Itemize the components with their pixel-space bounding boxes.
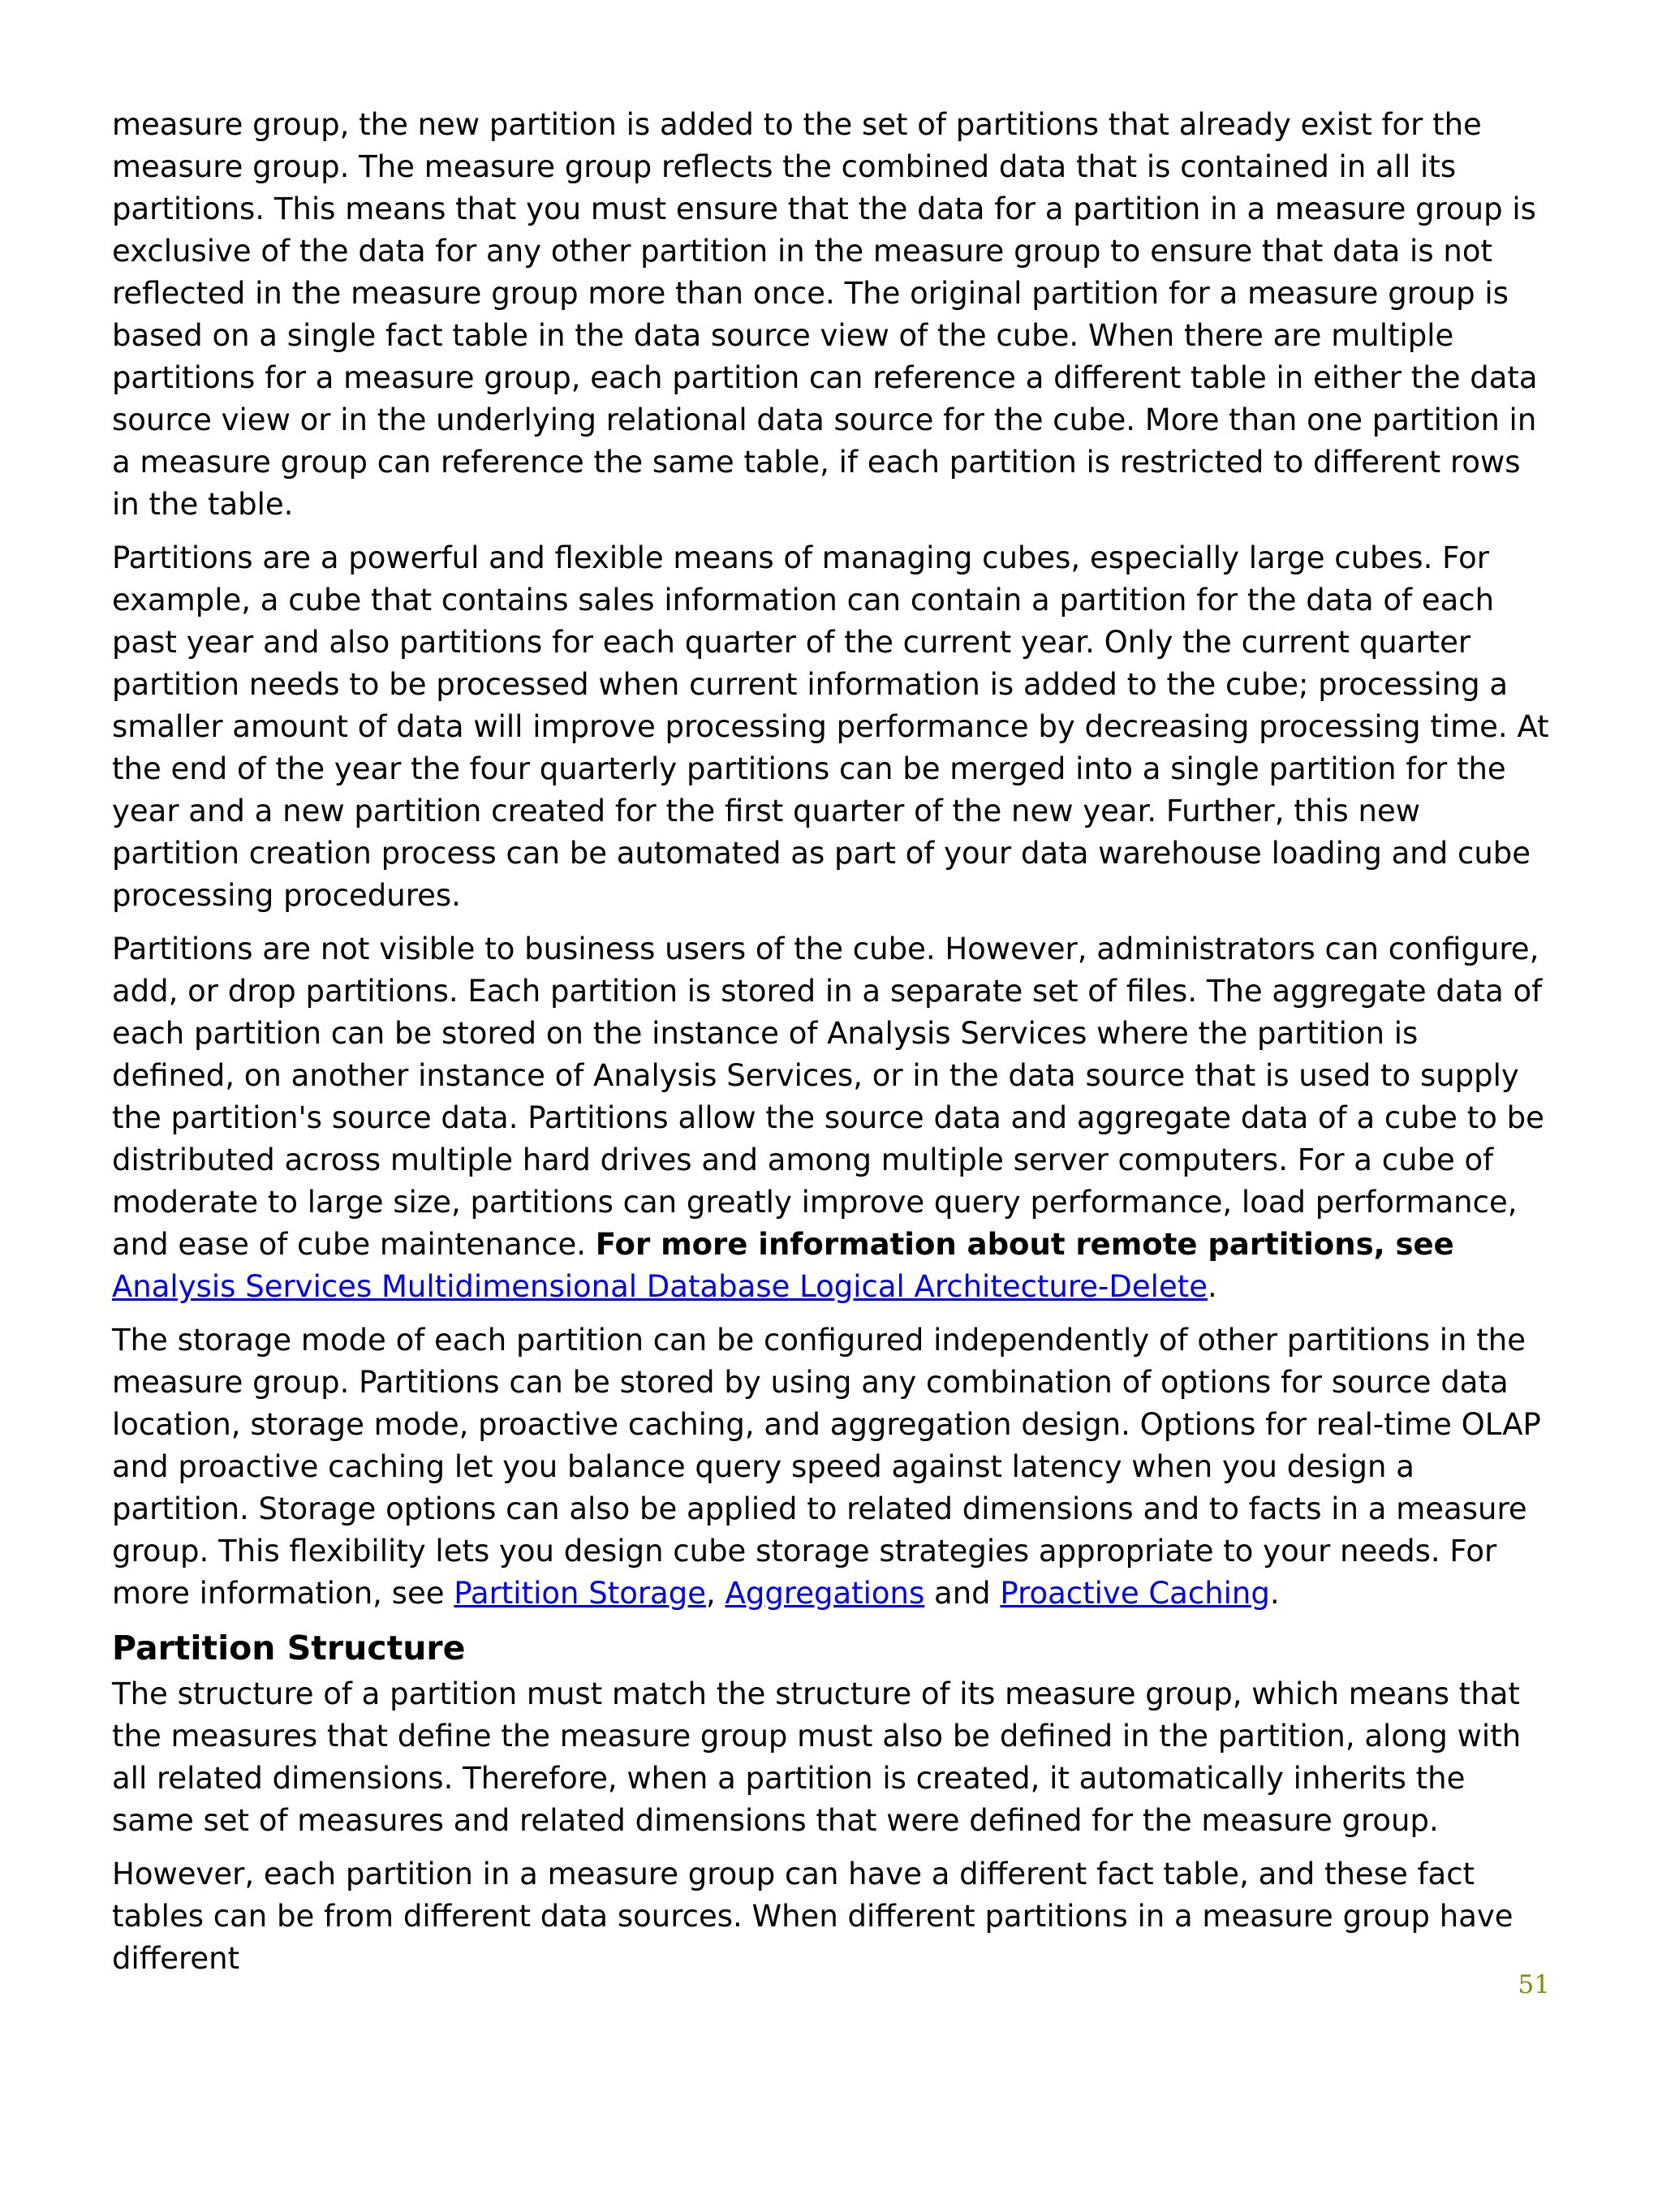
paragraph-3-text: Partitions are not visible to business users of the cube. However, administrators can configure, add, or drop partitions. Each partition is stored in a separate set of files. The aggregate data of each partition can be stored on the instance of Analysis Services where the partition is defined, on another instance of Analysis Services, or in the data source that is used to supply the partition's source data. Partitions allow the source data and aggregate data of a cube to be distributed across multiple hard drives and among multiple server computers. For a cube of moderate to large size, partitions can greatly improve query performance, load performance, and ease of cube maintenance.: [112, 932, 1544, 1262]
section-heading-partition-structure: Partition Structure: [112, 1629, 466, 1668]
paragraph-3: [112, 928, 1550, 1308]
paragraph-4-sep-1: ,: [705, 1576, 726, 1611]
analysis-services-architecture-link[interactable]: Analysis Services Multidimensional Database Logical Architecture-Delete: [112, 1269, 1208, 1304]
proactive-caching-link[interactable]: Proactive Caching: [1000, 1576, 1270, 1611]
paragraph-3-end: .: [1207, 1269, 1217, 1304]
remote-partitions-note: For more information about remote partitions, see: [595, 1227, 1454, 1262]
paragraph-4-text: The storage mode of each partition can be configured independently of other partitions in the measure group. Partitions can be stored by using any combination of options for source data location, storage mode, proactive caching, and aggregation design. Options for real-time OLAP and proactive caching let you balance query speed against latency when you design a partition. Storage options can also be applied to related dimensions and to facts in a measure group. This flexibility lets you design cube storage strategies appropriate to your needs. For more information, see: [112, 1323, 1541, 1611]
paragraph-1: measure group, the new partition is added to the set of partitions that already exist for the measure group. The measure group reflects the combined data that is contained in all its partitions. This means that you must ensure that the data for a partition in a measure group is exclusive of the data for any other partition in the measure group to ensure that data is not reflected in the measure group more than once. The original partition for a measure group is based on a single fact table in the data source view of the cube. When there are multiple partitions for a measure group, each partition can reference a different table in either the data source view or in the underlying relational data source for the cube. More than one partition in a measure group can reference the same table, if each partition is restricted to different rows in the table.: [112, 107, 1538, 522]
partition-storage-link[interactable]: Partition Storage: [454, 1576, 706, 1611]
paragraph-4-end: .: [1269, 1576, 1280, 1611]
paragraph-2: Partitions are a powerful and flexible means of managing cubes, especially large cubes. For example, a cube that contains sales information can contain a partition for the data of each past year and also partitions for each quarter of the current year. Only the current quarter partition needs to be processed when current information is added to the cube; processing a smaller amount of data will improve processing performance by decreasing processing time. At the end of the year the four quarterly partitions can be merged into a single partition for the year and a new partition created for the first quarter of the new year. Further, this new partition creation process can be automated as part of your data warehouse loading and cube processing procedures.: [112, 540, 1549, 913]
paragraph-4-sep-2: and: [924, 1576, 1001, 1611]
aggregations-link[interactable]: Aggregations: [725, 1576, 925, 1611]
paragraph-6: However, each partition in a measure group can have a different fact table, and these fact tables can be from different data sources. When different partitions in a measure group have different: [112, 1857, 1513, 1976]
paragraph-5: The structure of a partition must match the structure of its measure group, which means that the measures that define the measure group must also be defined in the partition, along with all related dimensions. Therefore, when a partition is created, it automatically inherits the same set of measures and related dimensions that were defined for the measure group.: [112, 1676, 1522, 1838]
page-number: 51: [1518, 1970, 1550, 1999]
paragraph-4: [112, 1319, 1550, 1615]
page-content: [112, 104, 1550, 1991]
